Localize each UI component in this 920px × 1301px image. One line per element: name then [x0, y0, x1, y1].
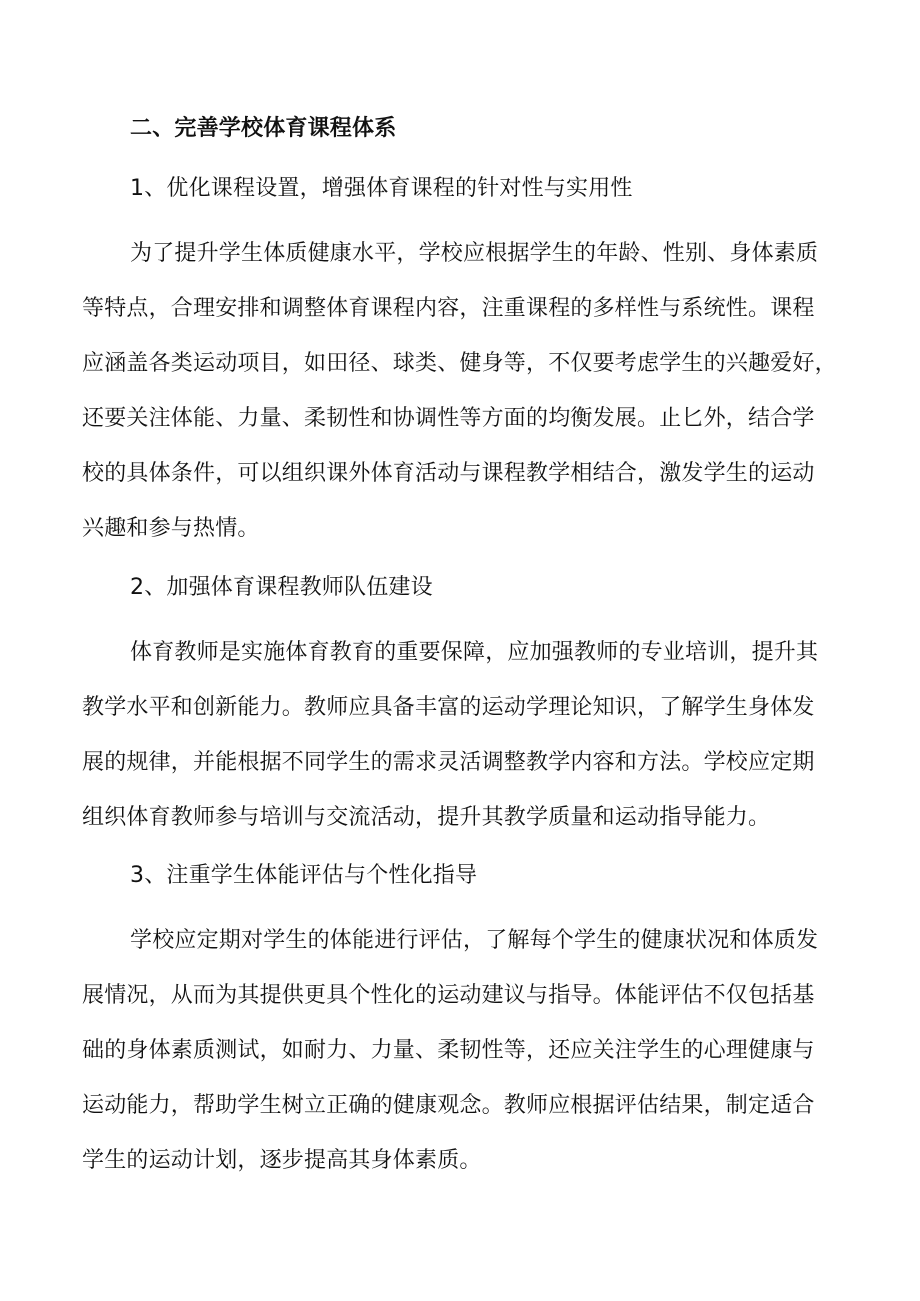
- paragraph-3-line-4: 运动能力，帮助学生树立正确的健康观念。教师应根据评估结果，制定适合: [82, 1093, 815, 1118]
- paragraph-1-line-2: 等特点，合理安排和调整体育课程内容，注重课程的多样性与系统性。课程: [82, 296, 815, 321]
- section-title: 二、完善学校体育课程体系: [130, 116, 397, 141]
- paragraph-2-line-4: 组织体育教师参与培训与交流活动，提升其教学质量和运动指导能力。: [82, 805, 771, 830]
- paragraph-2-line-3: 展的规律，并能根据不同学生的需求灵活调整教学内容和方法。学校应定期: [82, 750, 815, 775]
- paragraph-2-line-2: 教学水平和创新能力。教师应具备丰富的运动学理论知识，了解学生身体发: [82, 695, 815, 720]
- paragraph-3-line-3: 础的身体素质测试，如耐力、力量、柔韧性等，还应关注学生的心理健康与: [82, 1038, 815, 1063]
- paragraph-3-line-5: 学生的运动计划，逐步提高其身体素质。: [82, 1148, 482, 1173]
- subheading-3: 3、注重学生体能评估与个性化指导: [130, 863, 478, 888]
- paragraph-1-line-3: 应涵盖各类运动项目，如田径、球类、健身等，不仅要考虑学生的兴趣爱好，: [82, 351, 837, 376]
- paragraph-3-line-2: 展情况，从而为其提供更具个性化的运动建议与指导。体能评估不仅包括基: [82, 983, 815, 1008]
- paragraph-1-line-6: 兴趣和参与热情。: [82, 516, 260, 541]
- subheading-1: 1、优化课程设置，增强体育课程的针对性与实用性: [130, 176, 633, 201]
- paragraph-3-line-1: 学校应定期对学生的体能进行评估，了解每个学生的健康状况和体质发: [130, 928, 819, 953]
- paragraph-2-line-1: 体育教师是实施体育教育的重要保障，应加强教师的专业培训，提升其: [130, 640, 819, 665]
- paragraph-1-line-1: 为了提升学生体质健康水平，学校应根据学生的年龄、性别、身体素质: [130, 241, 819, 266]
- paragraph-1-line-5: 校的具体条件，可以组织课外体育活动与课程教学相结合，激发学生的运动: [82, 461, 815, 486]
- paragraph-1-line-4: 还要关注体能、力量、柔韧性和协调性等方面的均衡发展。止匕外，结合学: [82, 406, 815, 431]
- subheading-2: 2、加强体育课程教师队伍建设: [130, 575, 433, 600]
